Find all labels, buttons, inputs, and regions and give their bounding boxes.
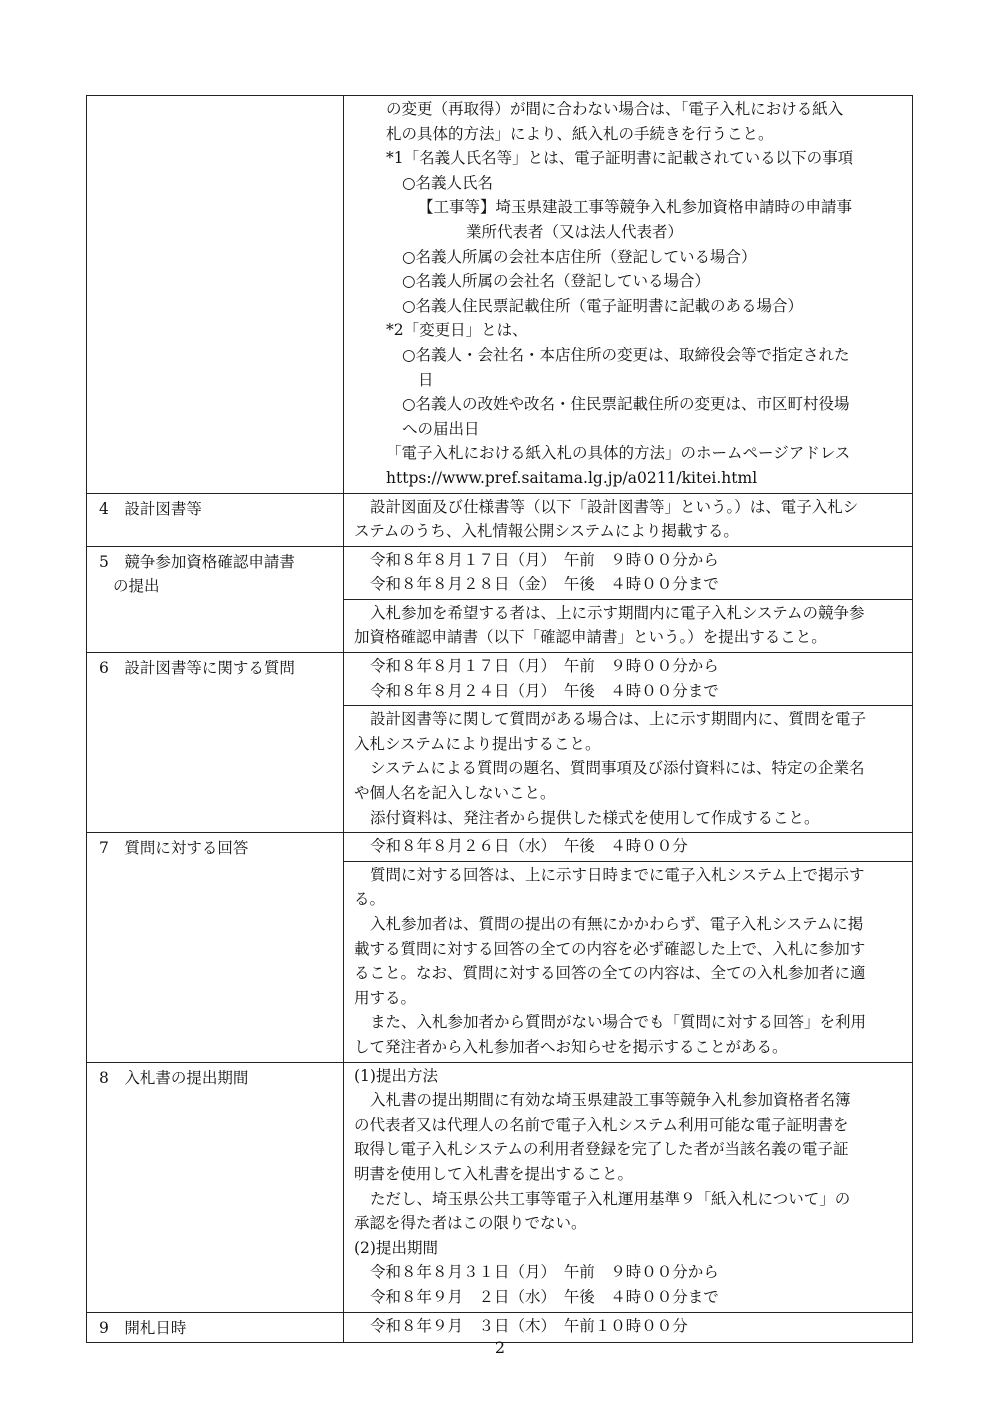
table-row <box>87 833 913 1062</box>
row-label-cell <box>87 1062 344 1312</box>
row-label-cell <box>87 833 344 1062</box>
text-line: 「電子入札における紙入札の具体的方法」のホームページアドレス <box>386 444 851 463</box>
row-content-cell <box>344 493 913 546</box>
section-label-continued: の提出 <box>113 576 160 595</box>
text-line: ただし、埼玉県公共工事等電子入札運用基準９「紙入札について」の <box>370 1189 851 1208</box>
text-line: への届出日 <box>402 419 480 438</box>
section-label: 5 競争参加資格確認申請書 <box>99 552 295 571</box>
text-line: る。 <box>354 890 386 909</box>
section-label: 7 質問に対する回答 <box>99 839 249 858</box>
date-line: 令和８年８月２６日（水） 午後 ４時００分 <box>370 837 688 856</box>
date-line: 令和８年８月１７日（月） 午前 ９時００分から <box>370 657 719 676</box>
text-line: ○名義人・会社名・本店住所の変更は、取締役会等で指定された <box>402 345 850 364</box>
row-label-cell <box>87 96 344 494</box>
url-text: https://www.pref.saitama.lg.jp/a0211/kitei.html <box>386 468 758 487</box>
text-line: ○名義人住民票記載住所（電子証明書に記載のある場合） <box>402 296 804 315</box>
text-line: や個人名を記入しないこと。 <box>354 784 556 803</box>
date-line: 令和８年９月 ３日（木） 午前１０時００分 <box>370 1316 688 1335</box>
text-line: *1「名義人氏名等」とは、電子証明書に記載されている以下の事項 <box>386 149 854 168</box>
text-line: 承認を得た者はこの限りでない。 <box>354 1214 587 1233</box>
section-label: 9 開札日時 <box>99 1318 187 1337</box>
text-line: 加資格確認申請書（以下「確認申請書」という。）を提出すること。 <box>354 628 827 647</box>
text-line: また、入札参加者から質問がない場合でも「質問に対する回答」を利用 <box>370 1013 867 1032</box>
text-line: *2「変更日」とは、 <box>386 321 528 340</box>
row-content-cell <box>344 1062 913 1312</box>
text-line: 設計図面及び仕様書等（以下「設計図書等」という。）は、電子入札シ <box>370 497 859 516</box>
subheading: (2)提出期間 <box>354 1238 438 1257</box>
date-line: 令和８年８月２８日（金） 午後 ４時００分まで <box>370 575 719 594</box>
text-line: 入札システムにより提出すること。 <box>354 734 601 753</box>
document-table <box>86 95 913 1343</box>
text-line: の代表者又は代理人の名前で電子入札システム利用可能な電子証明書を <box>354 1115 849 1134</box>
row-content-cell <box>344 96 913 494</box>
table-row <box>87 96 913 494</box>
text-line: 質問に対する回答は、上に示す日時までに電子入札システム上で掲示す <box>370 865 865 884</box>
text-line: 【工事等】埼玉県建設工事等競争入札参加資格申請時の申請事 <box>418 198 853 217</box>
table-row <box>87 546 913 652</box>
text-line: ○名義人所属の会社名（登記している場合） <box>402 272 711 291</box>
date-line: 令和８年８月３１日（月） 午前 ９時００分から <box>370 1263 719 1282</box>
text-line: 載する質問に対する回答の全ての内容を必ず確認した上で、入札に参加す <box>354 939 866 958</box>
text-line: 取得し電子入札システムの利用者登録を完了した者が当該名義の電子証 <box>354 1140 849 1159</box>
text-line: 設計図書等に関して質問がある場合は、上に示す期間内に、質問を電子 <box>370 710 867 729</box>
text-line: 用する。 <box>354 988 417 1007</box>
table-row <box>87 493 913 546</box>
text-line: 添付資料は、発注者から提供した様式を使用して作成すること。 <box>370 808 820 827</box>
text-line: システムによる質問の題名、質問事項及び添付資料には、特定の企業名 <box>370 759 865 778</box>
text-line: ○名義人の改姓や改名・住民票記載住所の変更は、市区町村役場 <box>402 395 850 414</box>
date-line: 令和８年９月 ２日（水） 午後 ４時００分まで <box>370 1287 719 1306</box>
row-label-cell <box>87 546 344 652</box>
page-number: 2 <box>494 1338 506 1357</box>
text-line: ○名義人所属の会社本店住所（登記している場合） <box>402 247 757 266</box>
section-label: 4 設計図書等 <box>99 499 202 518</box>
row-content-cell <box>344 653 913 833</box>
table-row <box>87 653 913 833</box>
section-label: 8 入札書の提出期間 <box>99 1068 249 1087</box>
row-label-cell <box>87 653 344 833</box>
text-line: 入札参加を希望する者は、上に示す期間内に電子入札システムの競争参 <box>370 603 865 622</box>
text-line: の変更（再取得）が間に合わない場合は、「電子入札における紙入 <box>386 100 844 118</box>
text-line: 業所代表者（又は法人代表者） <box>466 222 684 241</box>
date-line: 令和８年８月２４日（月） 午後 ４時００分まで <box>370 681 719 700</box>
subheading: (1)提出方法 <box>354 1066 438 1085</box>
text-line: ること。なお、質問に対する回答の全ての内容は、全ての入札参加者に適 <box>354 964 866 983</box>
text-line: 日 <box>418 370 434 389</box>
text-line: 入札参加者は、質問の提出の有無にかかわらず、電子入札システムに掲 <box>370 915 864 933</box>
text-line: 明書を使用して入札書を提出すること。 <box>354 1164 634 1183</box>
text-line: ○名義人氏名 <box>402 173 494 192</box>
table-row <box>87 1062 913 1312</box>
row-content-cell <box>344 546 913 652</box>
date-line: 令和８年８月１７日（月） 午前 ９時００分から <box>370 550 719 569</box>
text-line: 入札書の提出期間に有効な埼玉県建設工事等競争入札参加資格者名簿 <box>370 1091 851 1110</box>
section-label: 6 設計図書等に関する質問 <box>99 659 295 678</box>
row-content-cell <box>344 833 913 1062</box>
row-label-cell <box>87 493 344 546</box>
text-line: ステムのうち、入札情報公開システムにより掲載する。 <box>354 522 739 541</box>
text-line: して発注者から入札参加者へお知らせを掲示することがある。 <box>354 1037 788 1056</box>
text-line: 札の具体的方法」により、紙入札の手続きを行うこと。 <box>386 124 774 143</box>
